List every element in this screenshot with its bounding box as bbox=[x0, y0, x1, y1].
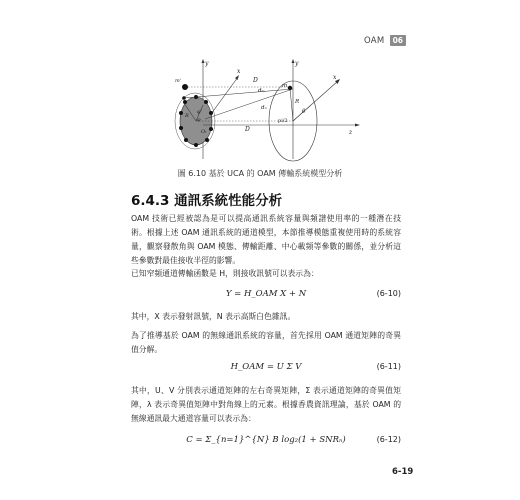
antenna-element bbox=[209, 111, 213, 115]
antenna-element bbox=[209, 127, 213, 131]
label-pi2: pi/2 bbox=[278, 118, 288, 124]
chapter-name: OAM bbox=[363, 35, 385, 46]
label-z-right: z bbox=[349, 129, 353, 136]
equation-6-10 bbox=[131, 289, 401, 303]
chapter-number-badge: 06 bbox=[390, 35, 406, 46]
paragraph-intro: OAM 技術已經被認為是可以提高通訊系統容量與頻譜使用率的一種潛在技術。根據上述 OAM 通訊系統的通道模型，本節推導模態重複使用時的系統容量，觀察發散角與 OAM 模態、傳輸距離、中心載頻等參數的關係，並分析這些參數對最佳接收半徑的影響。 bbox=[131, 214, 401, 265]
distance-line-dm bbox=[184, 89, 293, 98]
label-theta: θ bbox=[302, 109, 306, 115]
label-R-left: R bbox=[185, 113, 189, 119]
page-number: 6-19 bbox=[392, 467, 414, 477]
label-dn: dₙ bbox=[261, 105, 267, 111]
label-D-bottom: D bbox=[245, 126, 250, 133]
equation-expression: H_OAM = U Σ V bbox=[230, 362, 302, 372]
paragraph-svd: 為了推導基於 OAM 的無線通訊系統的容量，首先採用 OAM 通道矩陣的奇異值分解。 bbox=[131, 331, 401, 354]
left-x-arrow bbox=[235, 75, 239, 80]
figure-caption: 圖 6.10 基於 UCA 的 OAM 傳輸系統模型分析 bbox=[177, 169, 343, 178]
label-y-left: y bbox=[205, 60, 209, 67]
equation-6-11 bbox=[131, 362, 401, 376]
label-D-top: D bbox=[253, 77, 258, 84]
label-phi: φ bbox=[197, 117, 201, 123]
antenna-element bbox=[179, 111, 183, 115]
equation-expression: Y = H_OAM X + N bbox=[225, 289, 307, 299]
antenna-element bbox=[184, 138, 188, 142]
antenna-element bbox=[183, 100, 187, 104]
equation-number: (6-10) bbox=[376, 289, 401, 298]
paragraph-channel: 已知窄頻通道傳輸函數是 H，則接收訊號可以表示為： bbox=[131, 269, 319, 278]
label-phi-prime: φ' bbox=[197, 109, 202, 115]
label-Ot: Oₜ bbox=[201, 129, 207, 135]
paragraph-noise: 其中，X 表示發射訊號，N 表示高斯白色雜訊。 bbox=[131, 312, 296, 321]
label-dm: dₘ bbox=[258, 88, 265, 94]
label-x-left: x bbox=[237, 68, 241, 75]
radius-line-right bbox=[290, 88, 293, 121]
paragraph-capacity: 其中，U、V 分別表示通道矩陣的左右奇異矩陣，Σ 表示通道矩陣的奇異值矩陣，λ 表示奇異值矩陣中對角線上的元素。根據香農資訊理論，基於 OAM 的無線通訊最大通道容量可以表示為： bbox=[131, 386, 401, 423]
label-m-prime: m' bbox=[175, 78, 182, 84]
right-z-arrow bbox=[355, 124, 360, 127]
label-m-right: m bbox=[282, 83, 288, 89]
equation-number: (6-11) bbox=[376, 362, 401, 371]
antenna-element bbox=[205, 138, 209, 142]
label-y-right: y bbox=[295, 60, 299, 67]
equation-6-12 bbox=[131, 435, 401, 449]
label-R-right: R bbox=[295, 99, 300, 105]
antenna-element bbox=[194, 143, 198, 147]
section-title: 6.4.3 通訊系統性能分析 bbox=[131, 193, 283, 209]
equation-number: (6-12) bbox=[376, 435, 401, 444]
oam-system-model-figure bbox=[165, 55, 365, 165]
label-x-right: x bbox=[333, 74, 337, 81]
antenna-element bbox=[179, 126, 183, 130]
antenna-element bbox=[204, 100, 208, 104]
equation-expression: C = Σ_{n=1}^{N} B log₂(1 + SNRₙ) bbox=[186, 435, 346, 445]
chapter-header bbox=[364, 35, 406, 46]
